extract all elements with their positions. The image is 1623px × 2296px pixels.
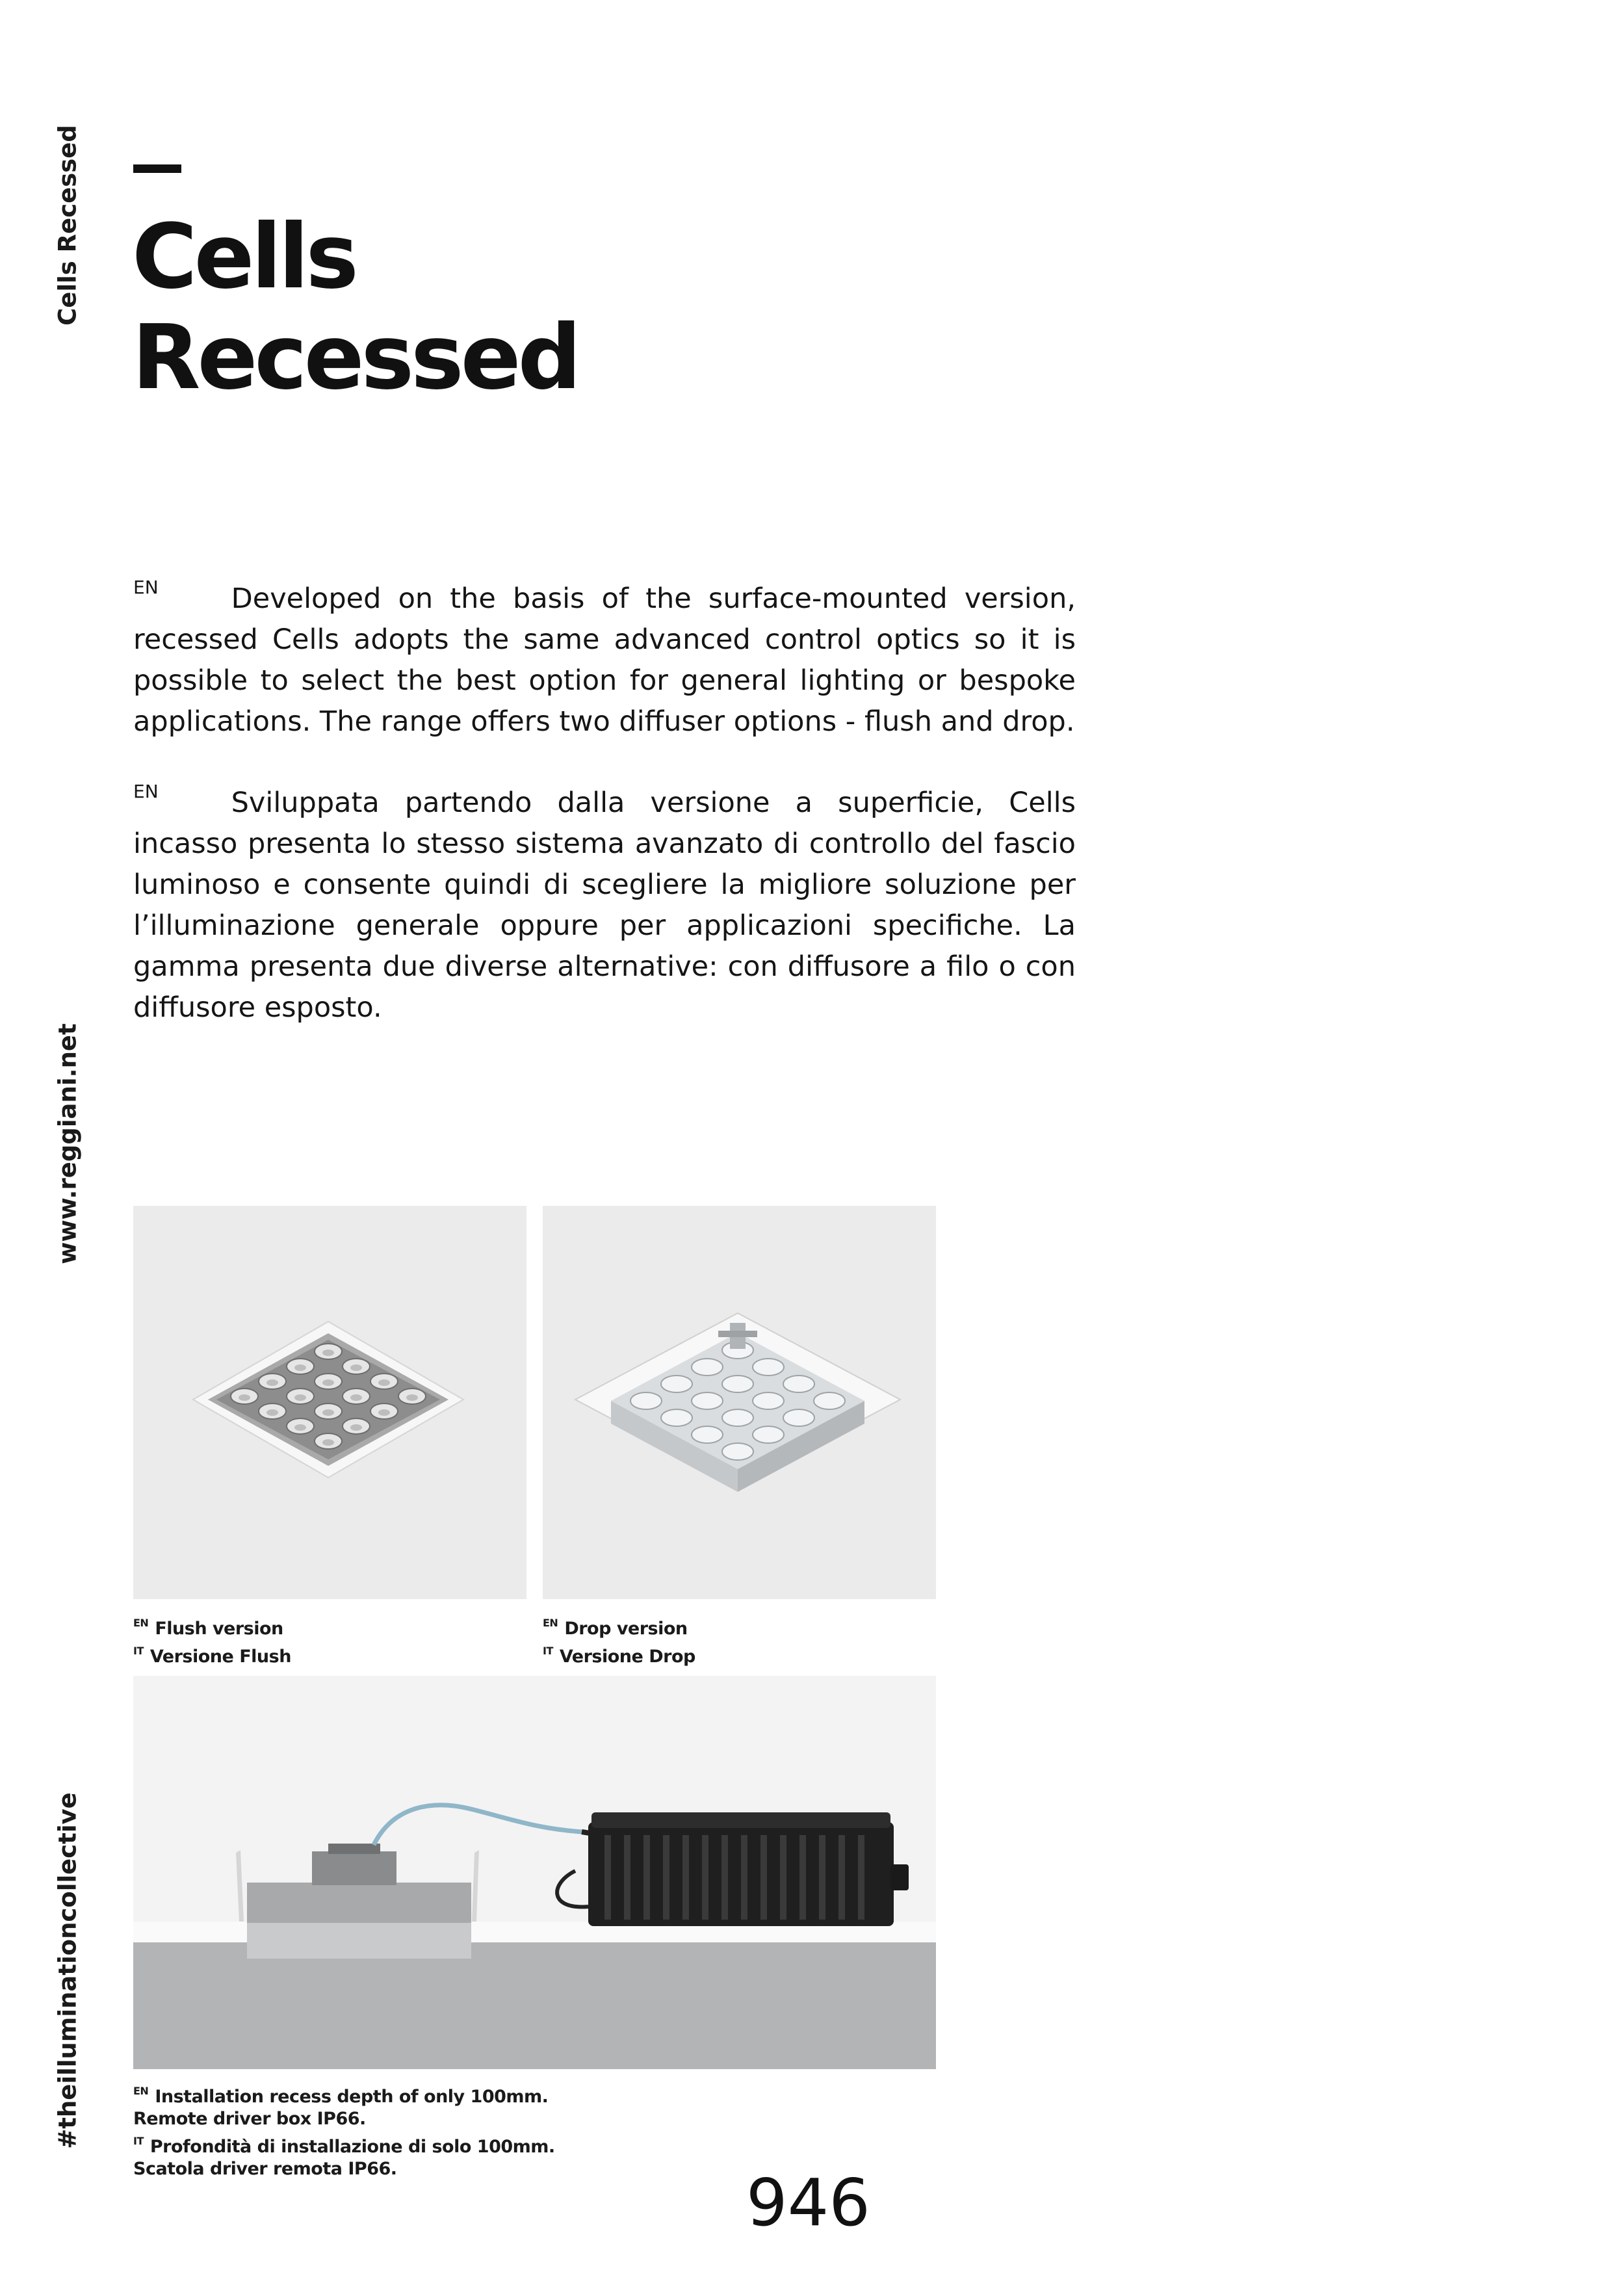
caption-it: Versione Flush xyxy=(149,1647,291,1667)
title-line-1: Cells xyxy=(132,205,356,309)
lang-tag: IT xyxy=(133,2135,144,2147)
lang-tag: IT xyxy=(133,1645,144,1657)
lang-tag: EN xyxy=(133,2085,149,2097)
caption-it-line-2: Scatola driver remota IP66. xyxy=(133,2159,397,2179)
caption-it-line-1: Profondità di installazione di solo 100mm. xyxy=(149,2137,555,2157)
lang-tag: EN xyxy=(133,1617,149,1629)
caption-it: Versione Drop xyxy=(559,1647,695,1667)
intro-paragraph-it xyxy=(133,771,1076,1028)
sidebar-section-label: Cells Recessed xyxy=(53,125,82,326)
flush-version-caption xyxy=(133,1612,291,1668)
drop-version-caption xyxy=(543,1612,695,1668)
title-line-2: Recessed xyxy=(132,306,578,410)
lang-tag: IT xyxy=(543,1645,553,1657)
installation-image xyxy=(133,1676,936,2069)
installation-caption xyxy=(133,2080,555,2180)
caption-en-line-2: Remote driver box IP66. xyxy=(133,2109,366,2129)
caption-en-line-1: Installation recess depth of only 100mm. xyxy=(155,2087,549,2107)
caption-en: Drop version xyxy=(564,1619,688,1639)
paragraph-text: Sviluppata partendo dalla versione a superficie, Cells incasso presenta lo stesso sistema avanzato di controllo del fascio luminoso e consente quindi di scegliere la migliore soluzione per l’illuminazione generale oppure per applicazioni specifiche. La gamma presenta due diverse alternative: con diffusore a filo o con diffusore esposto. xyxy=(133,787,1076,1024)
paragraph-text: Developed on the basis of the surface-mounted version, recessed Cells adopts the same advanced control optics so it is possible to select the best option for general lighting or bespoke applications. The range offers two diffuser options - flush and drop. xyxy=(133,582,1076,738)
lang-tag: EN xyxy=(133,577,159,598)
sidebar-website-link[interactable]: www.reggiani.net xyxy=(53,1023,82,1264)
title-dash xyxy=(133,164,181,173)
caption-en: Flush version xyxy=(155,1619,283,1639)
page-title xyxy=(132,207,578,408)
page-number: 946 xyxy=(746,2165,870,2241)
sidebar-hashtag: #theilluminationcollective xyxy=(53,1792,82,2149)
lang-tag: EN xyxy=(543,1617,558,1629)
intro-paragraph-en xyxy=(133,567,1076,742)
lang-tag: EN xyxy=(133,781,159,802)
flush-version-image xyxy=(133,1206,526,1599)
drop-version-image xyxy=(543,1206,936,1599)
